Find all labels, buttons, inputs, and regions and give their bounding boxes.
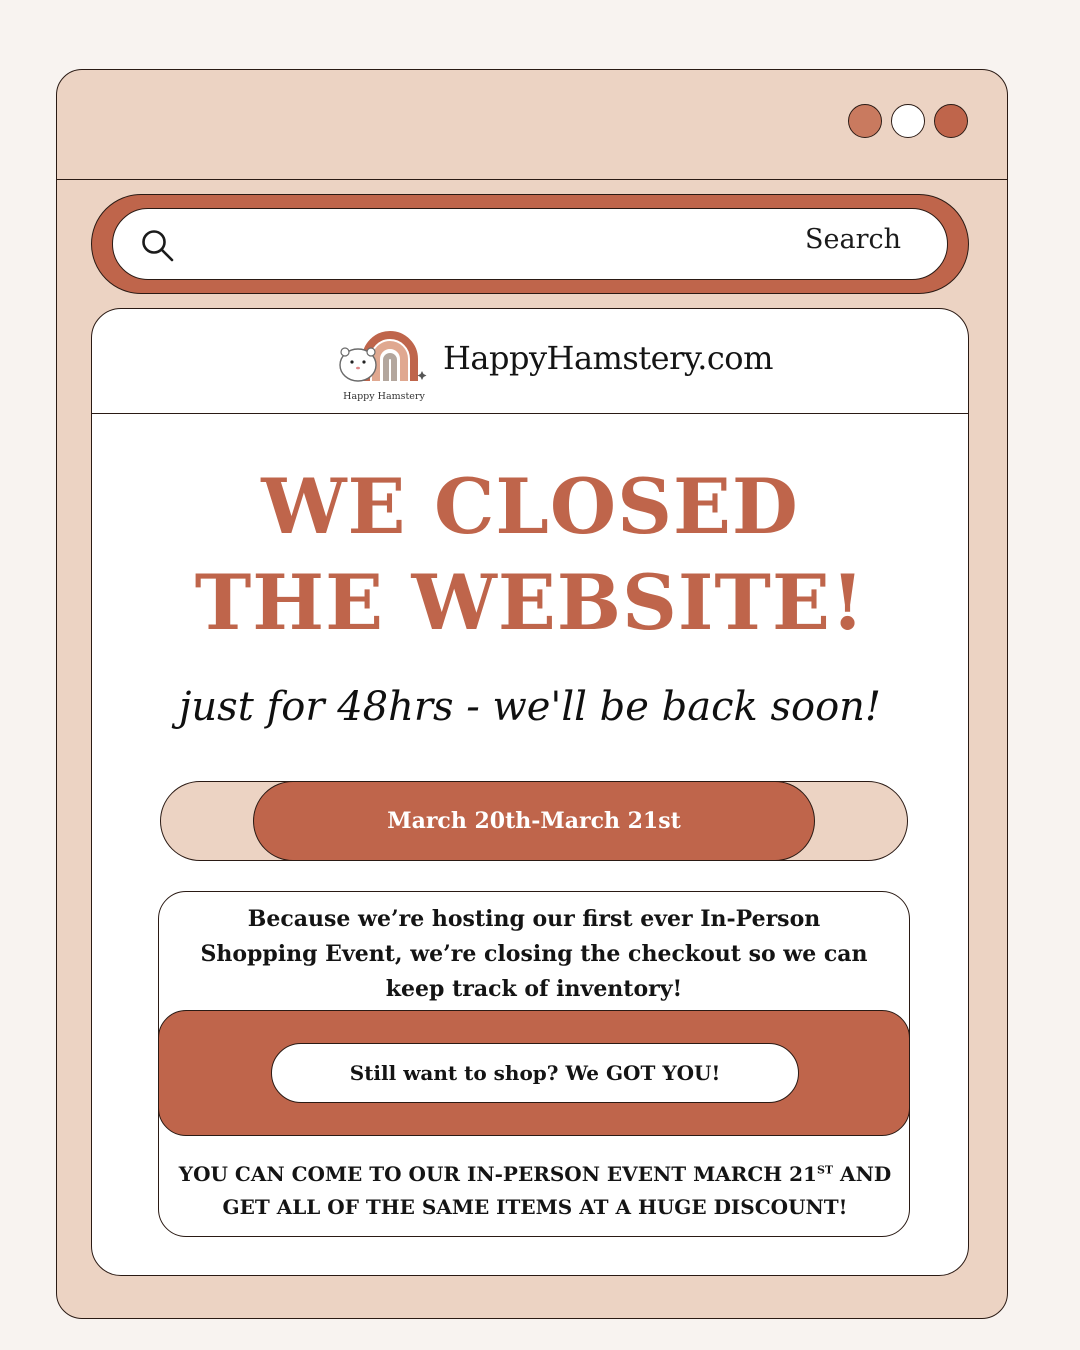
closure-explanation: Because we’re hosting our first ever In-Person Shopping Event, we’re closing the checkout so we can keep track of inventory! <box>200 906 868 1002</box>
shop-cta-button[interactable]: Still want to shop? We GOT YOU! <box>271 1043 799 1103</box>
search-label: Search <box>805 224 901 255</box>
subheading: just for 48hrs - we'll be back soon! <box>179 684 881 730</box>
headline-line-1: WE CLOSED <box>261 462 799 551</box>
site-domain[interactable]: HappyHamstery.com <box>443 339 773 377</box>
event-announcement <box>175 1158 895 1224</box>
window-dot-1[interactable] <box>848 104 882 138</box>
window-dot-3[interactable] <box>934 104 968 138</box>
page-title <box>92 459 968 651</box>
search-input[interactable] <box>112 208 948 280</box>
browser-window <box>56 69 1008 1319</box>
cta-band <box>158 1010 910 1136</box>
window-dot-2[interactable] <box>891 104 925 138</box>
page-content <box>91 308 969 1276</box>
rainbow-hamster-icon <box>336 323 432 393</box>
search-icon[interactable] <box>140 228 176 264</box>
event-text-superscript: ST <box>816 1163 834 1177</box>
logo-text: Happy Hamstery <box>343 391 425 402</box>
info-card <box>158 891 910 1237</box>
event-text-part-1: YOU CAN COME TO OUR IN-PERSON EVENT MARCH 21 <box>178 1162 817 1186</box>
date-range: March 20th-March 21st <box>253 781 815 861</box>
happy-hamstery-logo[interactable] <box>336 323 432 405</box>
search-bar-frame <box>91 194 969 294</box>
headline-line-2: THE WEBSITE! <box>194 558 866 647</box>
title-bar <box>57 70 1007 180</box>
date-pill <box>160 781 908 861</box>
event-text-part-2: AND GET ALL OF THE SAME ITEMS AT A HUGE DISCOUNT! <box>222 1162 892 1219</box>
site-header <box>92 309 968 414</box>
